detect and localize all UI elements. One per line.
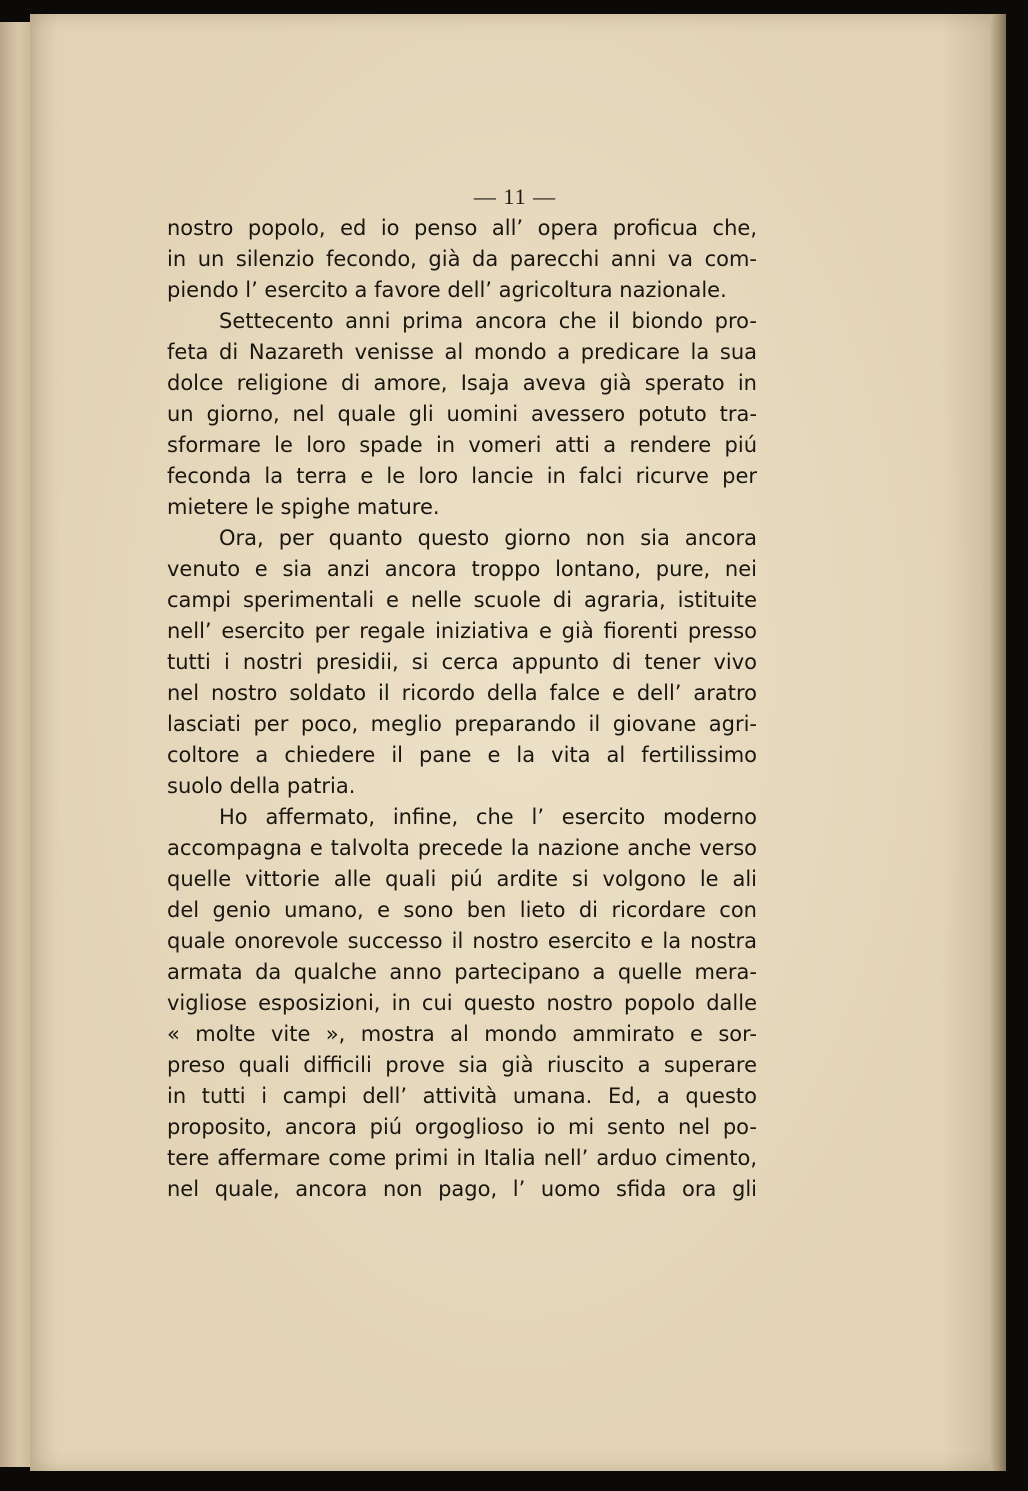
text-line: vigliose esposizioni, in cui questo nostro popolo dalle xyxy=(167,991,757,1015)
text-line: un giorno, nel quale gli uomini avessero potuto tra- xyxy=(167,402,757,426)
text-line: quelle vittorie alle quali piú ardite si volgono le ali xyxy=(167,867,757,891)
text-line: nel quale, ancora non pago, l’ uomo sfida ora gli xyxy=(167,1177,757,1201)
text-line: accompagna e talvolta precede la nazione anche verso xyxy=(167,836,757,860)
text-line: proposito, ancora piú orgoglioso io mi sento nel po- xyxy=(167,1115,757,1139)
text-line: Settecento anni prima ancora che il biondo pro- xyxy=(219,309,757,333)
text-line: preso quali difficili prove sia già riuscito a superare xyxy=(167,1053,757,1077)
text-line: campi sperimentali e nelle scuole di agraria, istituite xyxy=(167,588,757,612)
text-line: Ho affermato, infine, che l’ esercito moderno xyxy=(219,805,757,829)
text-line: Ora, per quanto questo giorno non sia ancora xyxy=(219,526,757,550)
text-line: nostro popolo, ed io penso all’ opera proficua che, xyxy=(167,216,757,240)
text-line: « molte vite », mostra al mondo ammirato e sor- xyxy=(167,1022,757,1046)
text-line: feta di Nazareth venisse al mondo a predicare la sua xyxy=(167,340,757,364)
text-line: piendo l’ esercito a favore dell’ agricoltura nazionale. xyxy=(167,278,727,302)
text-line: coltore a chiedere il pane e la vita al fertilissimo xyxy=(167,743,757,767)
text-line: in tutti i campi dell’ attività umana. Ed, a questo xyxy=(167,1084,757,1108)
text-line: armata da qualche anno partecipano a quelle mera- xyxy=(167,960,757,984)
page-number: — 11 — xyxy=(473,184,557,209)
text-line: mietere le spighe mature. xyxy=(167,495,440,519)
text-line: suolo della patria. xyxy=(167,774,356,798)
text-line: quale onorevole successo il nostro esercito e la nostra xyxy=(167,929,757,953)
text-line: in un silenzio fecondo, già da parecchi anni va com- xyxy=(167,247,757,271)
text-line: lasciati per poco, meglio preparando il giovane agri- xyxy=(167,712,757,736)
text-line: tutti i nostri presidii, si cerca appunto di tener vivo xyxy=(167,650,757,674)
text-line: nel nostro soldato il ricordo della falce e dell’ aratro xyxy=(167,681,757,705)
page-fore-edge xyxy=(990,14,1006,1471)
text-line: nell’ esercito per regale iniziativa e già fiorenti presso xyxy=(167,619,757,643)
text-line: del genio umano, e sono ben lieto di ricordare con xyxy=(167,898,757,922)
text-line: venuto e sia anzi ancora troppo lontano, pure, nei xyxy=(167,557,757,581)
body-text xyxy=(167,213,757,1205)
facing-page-edge xyxy=(0,22,31,1467)
text-line: dolce religione di amore, Isaja aveva già sperato in xyxy=(167,371,757,395)
text-line: feconda la terra e le loro lancie in falci ricurve per xyxy=(167,464,757,488)
text-line: tere affermare come primi in Italia nell’ arduo cimento, xyxy=(167,1146,757,1170)
text-line: sformare le loro spade in vomeri atti a rendere piú xyxy=(167,433,757,457)
